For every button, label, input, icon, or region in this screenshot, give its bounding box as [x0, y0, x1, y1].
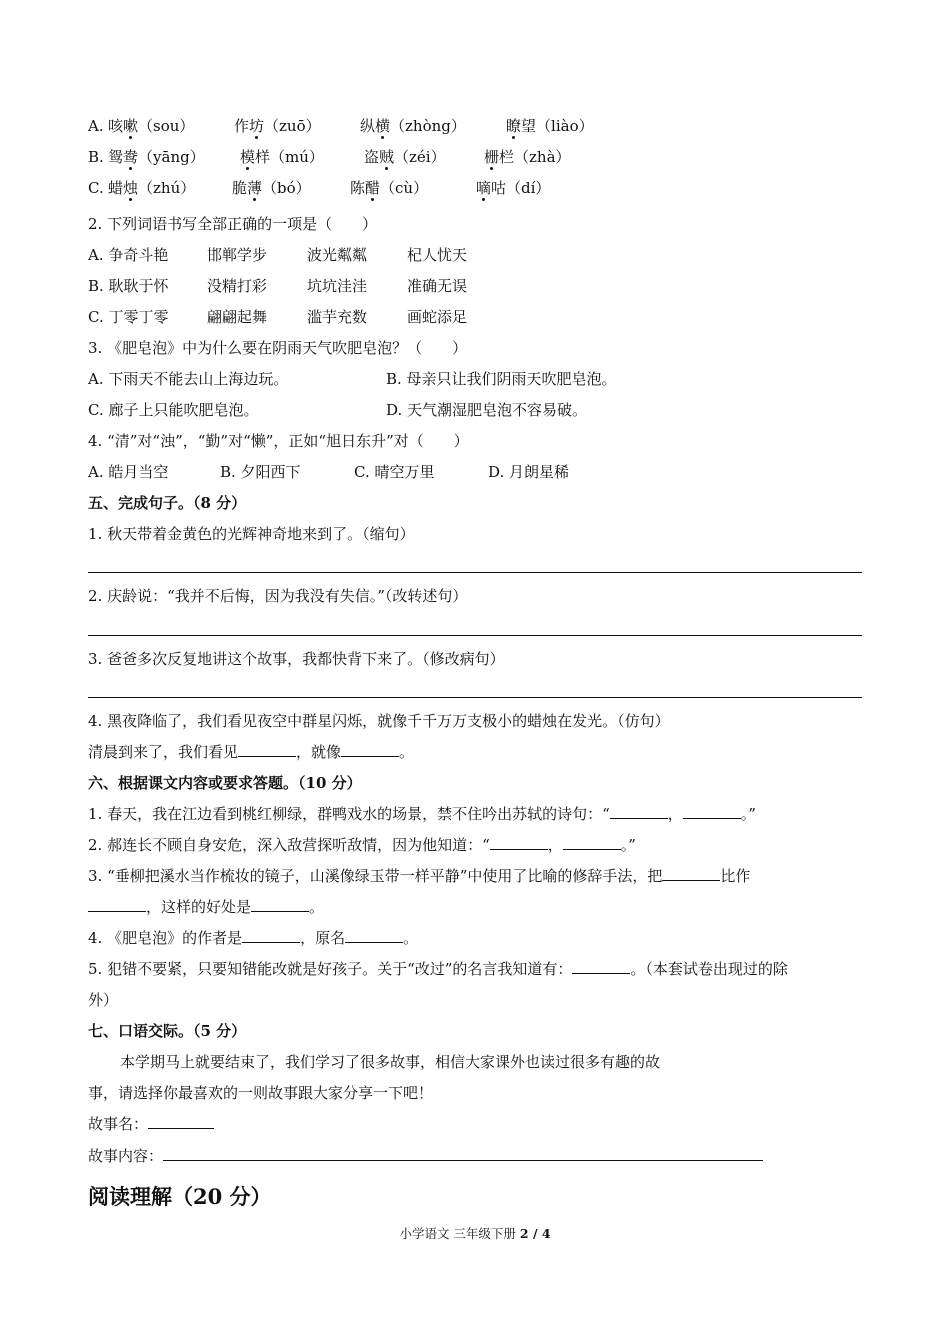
- word: 邯郸学步: [207, 246, 268, 264]
- word: 画蛇添足: [407, 308, 468, 326]
- word: 滥芋充数: [307, 308, 368, 326]
- q3-question: 3. 《肥皂泡》中为什么要在阴雨天气吹肥皂泡？（ ）: [88, 339, 468, 357]
- answer-blank[interactable]: [251, 896, 309, 912]
- answer-blank[interactable]: [490, 834, 548, 850]
- word: C. 丁零丁零: [88, 308, 169, 326]
- word-item: 瞭望（liào）: [506, 117, 594, 135]
- s7-paragraph-1: 本学期马上就要结束了，我们学习了很多故事，相信大家课外也读过很多有趣的故: [120, 1053, 661, 1071]
- page-footer: [0, 1225, 950, 1243]
- option-d: D. 月朗星稀: [488, 463, 570, 481]
- option-label: C.: [88, 179, 104, 197]
- section5-title: 五、完成句子。（8 分）: [88, 494, 247, 512]
- word: 翩翩起舞: [207, 308, 268, 326]
- option-a: A. 皓月当空: [88, 463, 169, 481]
- story-name: 故事名：: [88, 1113, 214, 1135]
- word-item: 鸳鸯（yāng）: [108, 148, 205, 166]
- answer-blank[interactable]: [610, 803, 668, 819]
- s6-q2: 2. 郝连长不顾自身安危，深入敌营探听敌情，因为他知道：“ ， 。”: [88, 836, 636, 854]
- word-item: 陈醋（cù）: [350, 179, 429, 197]
- word: A. 争奇斗艳: [88, 246, 169, 264]
- s6-q5-cont: 外）: [88, 991, 119, 1009]
- answer-blank[interactable]: [572, 958, 630, 974]
- option-c: C. 晴空万里: [354, 463, 435, 481]
- q4-question: 4. “清”对“浊”，“勤”对“懒”，正如“旭日东升”对（ ）: [88, 432, 469, 450]
- s6-q5: 5. 犯错不要紧，只要知错能改就是好孩子。关于“改过”的名言我知道有： 。（本套试卷出现过的除: [88, 960, 788, 978]
- page-number: 2 / 4: [519, 1226, 551, 1241]
- word: 没精打彩: [207, 277, 268, 295]
- answer-blank[interactable]: [88, 896, 146, 912]
- word: 波光粼粼: [307, 246, 368, 264]
- s5-q2: 2. 庆龄说：“我并不后悔，因为我没有失信。”（改转述句）: [88, 587, 468, 605]
- option-b: B. 母亲只让我们阴雨天吹肥皂泡。: [386, 370, 617, 388]
- word-item: 嘀咕（dí）: [476, 179, 551, 197]
- answer-blank[interactable]: [662, 865, 720, 881]
- option-c: C. 廊子上只能吹肥皂泡。: [88, 401, 259, 419]
- answer-blank[interactable]: [345, 927, 403, 943]
- option-label: A.: [88, 117, 104, 135]
- s5-q1: 1. 秋天带着金黄色的光辉神奇地来到了。（缩句）: [88, 525, 415, 543]
- answer-line[interactable]: [88, 635, 862, 636]
- answer-blank[interactable]: [242, 927, 300, 943]
- footer-text: 小学语文 三年级下册: [399, 1226, 520, 1241]
- reading-heading: 阅读理解（20 分）: [88, 1184, 272, 1209]
- answer-line[interactable]: [88, 572, 862, 573]
- section6-title: 六、根据课文内容或要求答题。（10 分）: [88, 774, 362, 792]
- word-item: 咳嗽（sou）: [108, 117, 195, 135]
- s5-q4-imitation: 清晨到来了，我们看见 ，就像 。: [88, 743, 415, 761]
- s6-q3: 3. “垂柳把溪水当作梳妆的镜子，山溪像绿玉带一样平静”中使用了比喻的修辞手法，把 比作: [88, 867, 751, 885]
- word-item: 纵横（zhòng）: [360, 117, 466, 135]
- word-item: 蜡烛（zhú）: [108, 179, 196, 197]
- word: 坑坑洼洼: [307, 277, 368, 295]
- answer-blank[interactable]: [563, 834, 621, 850]
- s6-q3-cont: ，这样的好处是 。: [88, 896, 324, 918]
- answer-blank[interactable]: [238, 741, 296, 757]
- section7-title: 七、口语交际。（5 分）: [88, 1022, 247, 1040]
- s6-q4: 4. 《肥皂泡》的作者是 ，原名 。: [88, 929, 419, 947]
- option-a: A. 下雨天不能去山上海边玩。: [88, 370, 289, 388]
- option-d: D. 天气潮湿肥皂泡不容易破。: [386, 401, 588, 419]
- word: 杞人忧天: [407, 246, 468, 264]
- s7-paragraph-2: 事，请选择你最喜欢的一则故事跟大家分享一下吧！: [88, 1084, 434, 1102]
- answer-line[interactable]: [88, 697, 862, 698]
- answer-blank[interactable]: [683, 803, 741, 819]
- story-content-blank[interactable]: [163, 1145, 763, 1161]
- word-item: 作坊（zuō）: [234, 117, 321, 135]
- s5-q3: 3. 爸爸多次反复地讲这个故事，我都快背下来了。（修改病句）: [88, 650, 505, 668]
- s6-q1: 1. 春天，我在江边看到桃红柳绿，群鸭戏水的场景，禁不住吟出苏轼的诗句：“ ， 。”: [88, 805, 756, 823]
- word-item: 栅栏（zhà）: [484, 148, 571, 166]
- word: 准确无误: [407, 277, 468, 295]
- word: B. 耿耿于怀: [88, 277, 169, 295]
- word-item: 脆薄（bó）: [232, 179, 311, 197]
- word-item: 盗贼（zéi）: [364, 148, 446, 166]
- answer-blank[interactable]: [341, 741, 399, 757]
- s5-q4: 4. 黑夜降临了，我们看见夜空中群星闪烁，就像千千万万支极小的蜡烛在发光。（仿句）: [88, 712, 670, 730]
- word-item: 模样（mú）: [240, 148, 324, 166]
- option-label: B.: [88, 148, 104, 166]
- option-b: B. 夕阳西下: [220, 463, 301, 481]
- story-content: 故事内容：: [88, 1145, 763, 1167]
- q2-question: 2. 下列词语书写全部正确的一项是（ ）: [88, 215, 378, 233]
- story-name-blank[interactable]: [148, 1113, 214, 1129]
